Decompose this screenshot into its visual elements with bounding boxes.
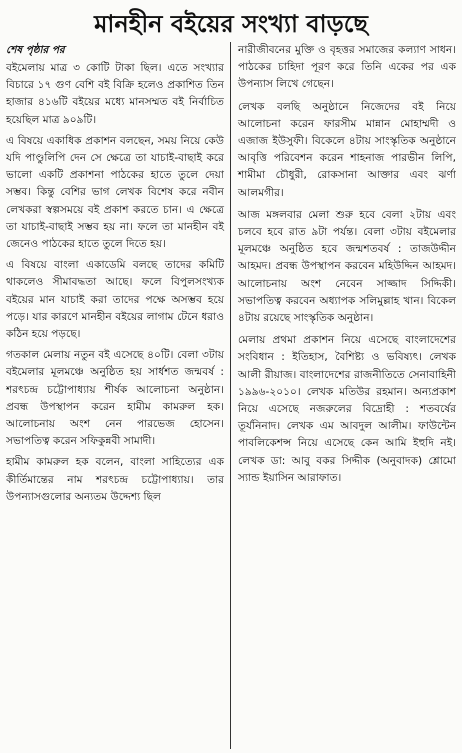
- left-column: [6, 42, 231, 749]
- headline: মানহীন বইয়ের সংখ্যা বাড়ছে: [94, 10, 368, 38]
- paragraph: গতকাল মেলায় নতুন বই এসেছে ৪০টি। বেলা ৩টায় বইমেলার মূলমঞ্চে অনুষ্ঠিত হয় সার্ধশত জন্মবর্ষ : শরৎচন্দ্র চট্টোপাধ্যায় শীর্ষক আলোচনা অনুষ্ঠান। প্রবন্ধ উপস্থাপন করেন হামীম কামরুল হক। আলোচনায় অংশ নেন পারভেজ হোসেন। সভাপতিত্ব করেন সফিকুন্নবী সামাদী।: [6, 349, 224, 448]
- continued-label: শেষ পৃষ্ঠার পর: [6, 44, 65, 56]
- paragraph: এ বিষয়ে বাংলা একাডেমি বলছে তাদের কমিটি থাকলেও সীমাবদ্ধতা আছে। ফলে বিপুলসংখ্যক বইয়ের মান যাচাই করা তাদের পক্ষে অসম্ভব হয়ে পড়ে। যার কারণে মানহীন বইয়ের লাগাম টেনে ধরাও কঠিন হয়ে পড়ছে।: [6, 259, 224, 341]
- paragraph: হামীম কামরুল হক বলেন, বাংলা সাহিত্যের এক কীর্তিমান্তের নাম শরৎচন্দ্র চট্টোপাধ্যায়। তার উপন্যাসগুলোর অন্যতম উদ্দেশ্য ছিল: [6, 456, 224, 503]
- paragraph: লেখক বলছি অনুষ্ঠানে নিজেদের বই নিয়ে আলোচনা করেন ফারসীম মান্নান মোহাম্মদী ও এজাজ ইউসুফী। বিকেলে ৪টায় সাংস্কৃতিক অনুষ্ঠানে আবৃত্তি পরিবেশন করেন শাহনাজ পারভীন লিপি, শামীমা চৌধুরী, রোকসানা আক্তার এবং ঝর্ণা আলমগীর।: [238, 100, 456, 199]
- paragraph: মেলায় প্রথমা প্রকাশন নিয়ে এসেছে বাংলাদেশের সংবিধান : ইতিহাস, বৈশিষ্ট্য ও ভবিষ্যৎ। লেখক আলী রীয়াজ। বাংলাদেশের রাজনীতিতে সেনাবাহিনী ১৯৯৬-২০১০। লেখক মতিউর রহমান। অন্যপ্রকাশ নিয়ে এসেছে নজরুলের বিদ্রোহী : শতবর্ষের তূর্যনিনাদ। লেখক এম আবদুল আলীম। ফাউন্টেন পাবলিকেশন্স নিয়ে এসেছে কেন আমি ইহুদি নই। লেখক ডা: আবু বকর সিদ্দীক (অনুবাদক) শ্লোমো স্যান্ড ইয়াসিন আরাফাত।: [238, 334, 456, 484]
- paragraph: আজ মঙ্গলবার মেলা শুরু হবে বেলা ২টায় এবং চলবে হবে রাত ৯টা পর্যন্ত। বেলা ৩টায় বইমেলার মূলমঞ্চে অনুষ্ঠিত হবে জন্মশতবর্ষ : তাজউদ্দীন আহমদ। প্রবন্ধ উপস্থাপন করবেন মহিউদ্দিন আহমদ। আলোচনায় অংশ নেবেন সাজ্জাদ সিদ্দিকী। সভাপতিত্ব করবেন অধ্যাপক সলিমুল্লাহ খান। বিকেল ৪টায় রয়েছে সাংস্কৃতিক অনুষ্ঠান।: [238, 208, 456, 325]
- paragraph: বইমেলায় মাত্র ৩ কোটি টাকা ছিল। এতে সংখ্যার বিচারে ১৭ গুণ বেশি বই বিক্রি হলেও প্রকাশিত তিন হাজার ৪১৬টি বইয়ের মধ্যে মানসম্মত বই নির্বাচিত হয়েছিল মাত্র ৯০৯টি।: [6, 62, 224, 126]
- paragraph: নারীজীবনের মুক্তি ও বৃহত্তর সমাজের কল্যাণ সাধন। পাঠকের চাহিদা পূরণ করে তিনি একের পর এক উপন্যাস লিখে গেছেন।: [238, 44, 456, 91]
- paragraph: এ বিষয়ে একাধিক প্রকাশন বলছেন, সময় নিয়ে কেউ যদি পাণ্ডুলিপি দেন সে ক্ষেত্রে তা যাচাই-বাছাই করে ভালো একটি প্রকাশনা পাঠকের হাতে তুলে দেয়া সম্ভব। কিন্তু বেশির ভাগ লেখক বিশেষ করে নবীন লেখকরা স্বল্পসময়ে বই প্রকাশ করতে চান। এ ক্ষেত্রে তা যাচাই-বাছাই সম্ভব হয় না। ফলে তা মানহীন বই জেনেও পাঠকের হাতে তুলে দিতে হয়।: [6, 134, 224, 251]
- article-body: [6, 42, 456, 749]
- right-column: [231, 42, 456, 749]
